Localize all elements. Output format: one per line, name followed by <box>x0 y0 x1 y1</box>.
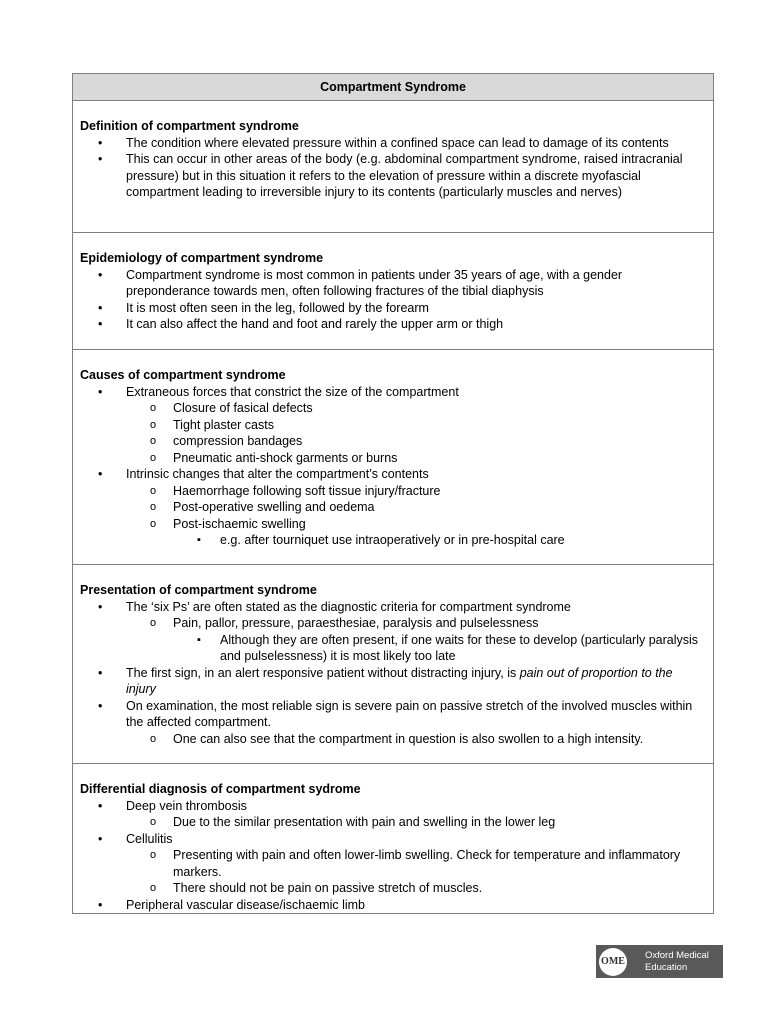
list-item: • It can also affect the hand and foot and rarely the upper arm or thigh <box>80 316 705 333</box>
list-item: o Post-operative swelling and oedema <box>126 499 705 516</box>
presentation-list <box>80 599 705 748</box>
exam-sublist <box>126 731 705 748</box>
list-item <box>80 384 705 467</box>
intrinsic-sublist <box>126 483 705 549</box>
post-ischaemic-text: Post-ischaemic swelling <box>173 516 306 531</box>
epidemiology-heading: Epidemiology of compartment syndrome <box>80 251 324 265</box>
epidemiology-list <box>80 267 705 333</box>
list-item <box>80 831 705 897</box>
intrinsic-text: Intrinsic changes that alter the compartment’s contents <box>126 467 429 481</box>
ome-seal-icon: OME <box>599 948 627 976</box>
list-item <box>126 516 705 549</box>
extrinsic-sublist <box>126 400 705 466</box>
list-item: o Presenting with pain and often lower-limb swelling. Check for temperature and inflammatory markers. <box>126 847 705 880</box>
list-item: ▪ e.g. after tourniquet use intraoperatively or in pre-hospital care <box>173 532 705 549</box>
list-item: o Tight plaster casts <box>126 417 705 434</box>
list-item: • This can occur in other areas of the body (e.g. abdominal compartment syndrome, raised intracranial pressure) but in this situation it refers to the elevation of pressure within a discrete myofascial compartment leading to irreversible injury to its contents (particularly muscles and nerves) <box>80 151 705 201</box>
differential-list <box>80 798 705 914</box>
cellulitis-sublist <box>126 847 705 897</box>
section-differential <box>73 764 713 913</box>
list-item <box>80 665 705 698</box>
causes-list <box>80 384 705 549</box>
six-ps-list-text: Pain, pallor, pressure, paraesthesiae, paralysis and pulselessness <box>173 616 539 630</box>
section-epidemiology <box>73 233 713 350</box>
list-item: o There should not be pain on passive stretch of muscles. <box>126 880 705 897</box>
section-definition <box>73 101 713 233</box>
list-item: o Haemorrhage following soft tissue injury/fracture <box>126 483 705 500</box>
list-item <box>80 466 705 549</box>
list-item: o Pneumatic anti-shock garments or burns <box>126 450 705 467</box>
exam-text: On examination, the most reliable sign is severe pain on passive stretch of the involved muscles within the affected compartment. <box>126 698 693 729</box>
differential-heading: Differential diagnosis of compartment sydrome <box>80 782 361 796</box>
six-ps-text: The ‘six Ps’ are often stated as the diagnostic criteria for compartment syndrome <box>126 599 571 614</box>
list-item: o Closure of fasical defects <box>126 400 705 417</box>
first-sign-emphasis: pain out of proportion to the injury <box>126 665 673 696</box>
list-item: o One can also see that the compartment in question is also swollen to a high intensity. <box>126 731 705 748</box>
post-ischaemic-sublist <box>173 532 705 549</box>
cellulitis-text: Cellulitis <box>126 831 173 846</box>
definition-list <box>80 135 705 201</box>
list-item: o Due to the similar presentation with pain and swelling in the lower leg <box>126 814 705 831</box>
list-item: o compression bandages <box>126 433 705 450</box>
logo-text <box>645 950 709 973</box>
six-ps-note-list <box>173 632 705 665</box>
list-item: • It is most often seen in the leg, followed by the forearm <box>80 300 705 317</box>
list-item <box>80 698 705 748</box>
list-item: • Peripheral vascular disease/ischaemic limb <box>80 897 705 914</box>
oxford-medical-education-logo <box>596 945 723 978</box>
causes-heading: Causes of compartment syndrome <box>80 368 286 382</box>
list-item: • Compartment syndrome is most common in patients under 35 years of age, with a gender preponderance towards men, often following fractures of the tibial diaphysis <box>80 267 705 300</box>
presentation-heading: Presentation of compartment syndrome <box>80 583 317 597</box>
first-sign-text: The first sign, in an alert responsive patient without distracting injury, is <box>126 665 520 680</box>
dvt-sublist <box>126 814 705 831</box>
dvt-text: Deep vein thrombosis <box>126 798 247 813</box>
section-presentation <box>73 565 713 764</box>
document-table <box>72 73 714 914</box>
section-causes <box>73 350 713 565</box>
definition-heading: Definition of compartment syndrome <box>80 119 299 133</box>
six-ps-sublist <box>126 615 705 665</box>
logo-line-1: Oxford Medical <box>645 950 709 961</box>
list-item <box>80 599 705 665</box>
logo-line-2: Education <box>645 961 688 973</box>
list-item: • The condition where elevated pressure within a confined space can lead to damage of its contents <box>80 135 705 152</box>
list-item <box>80 798 705 831</box>
document-title: Compartment Syndrome <box>73 74 713 101</box>
list-item <box>126 615 705 665</box>
list-item: ▪ Although they are often present, if one waits for these to develop (particularly paralysis and pulselessness) it is most likely too late <box>173 632 705 665</box>
extrinsic-text: Extraneous forces that constrict the size of the compartment <box>126 384 459 399</box>
